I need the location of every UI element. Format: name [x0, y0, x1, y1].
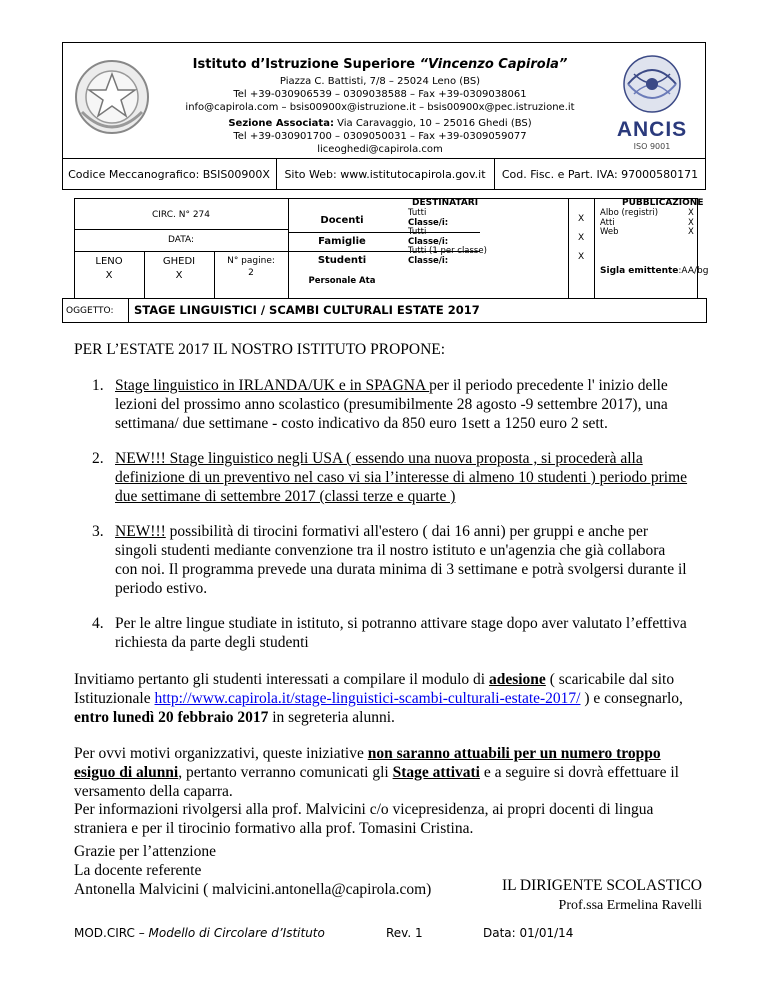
- item-2-line-3: due settimane di settembre 2017 (classi terze e quarte ): [115, 488, 456, 505]
- item-1-underlined: Stage linguistico in IRLANDA/UK e in SPAGNA: [115, 377, 430, 394]
- org-line-2: [74, 763, 694, 782]
- web: Web: [600, 227, 619, 237]
- famiglie-check: X: [578, 233, 585, 243]
- leno-check: X: [105, 270, 113, 281]
- branch-address: Via Caravaggio, 10 – 25016 Ghedi (BS): [333, 118, 532, 129]
- invitation-line-3: [74, 708, 694, 727]
- thanks: Grazie per l’attenzione: [74, 843, 216, 860]
- footer-date: Data: 01/01/14: [483, 926, 574, 940]
- destinatari-header: DESTINATARI: [412, 198, 479, 208]
- invitation-line-2: [74, 689, 694, 708]
- invitation-text-5: in segreteria alunni.: [268, 709, 395, 726]
- institute-name: “Vincenzo Capirola”: [419, 57, 568, 72]
- branch-line: [160, 118, 600, 129]
- item-4-number: 4.: [92, 615, 104, 632]
- stage-attivati: Stage attivati: [392, 764, 480, 781]
- institute-prefix: Istituto d’Istruzione Superiore: [192, 57, 420, 72]
- italian-republic-emblem: [72, 52, 152, 142]
- invitation-text-3: Istituzionale: [74, 690, 155, 707]
- footer-mod: MOD.CIRC –: [74, 926, 149, 940]
- invitation-paragraph: [74, 670, 694, 727]
- iso-label: ISO 9001: [633, 142, 671, 151]
- ghedi-label: GHEDI: [162, 256, 196, 267]
- atti: Atti: [600, 217, 615, 228]
- intro-heading: PER L’ESTATE 2017 IL NOSTRO ISTITUTO PROPONE:: [74, 341, 446, 358]
- director-title: IL DIRIGENTE SCOLASTICO: [501, 877, 702, 894]
- recipients-detail: [408, 209, 487, 266]
- item-1-line-3: settimana/ due settimane - costo indicativo da 850 euro 1sett a 1250 euro 2 sett.: [115, 415, 608, 432]
- form-link[interactable]: http://www.capirola.it/stage-linguistici-scambi-culturali-estate-2017/: [154, 690, 581, 707]
- leno-label: LENO: [95, 256, 123, 267]
- web-check: X: [688, 227, 694, 237]
- org-text-2: , pertanto verranno comunicati gli: [178, 764, 393, 781]
- org-emphasis-2: esiguo di alunni: [74, 764, 179, 781]
- emails: info@capirola.com – bsis00900x@istruzione.it – bsis00900x@pec.istruzione.it: [185, 102, 575, 113]
- subject: STAGE LINGUISTICI / SCAMBI CULTURALI ESTATE 2017: [134, 303, 480, 317]
- deadline: entro lunedì 20 febbraio 2017: [74, 709, 269, 726]
- org-line-1: [74, 744, 694, 763]
- item-3-rest: possibilità di tirocini formativi all'estero ( dai 16 anni) per gruppi e anche per: [165, 523, 649, 540]
- item-2-line-2: definizione di un preventivo nel caso vi sia l’interesse di almeno 10 studenti ) periodo prime: [115, 469, 688, 486]
- item-1-number: 1.: [92, 377, 104, 394]
- personale-label: Personale Ata: [308, 276, 376, 286]
- tutti-docenti: Tutti: [408, 208, 427, 218]
- footer-revision: Rev. 1: [386, 926, 423, 940]
- referent-label: La docente referente: [74, 862, 202, 879]
- date-label: DATA:: [167, 235, 195, 245]
- sigla-emittente: [600, 266, 708, 276]
- org-line-3: versamento della caparra.: [74, 783, 233, 800]
- docenti-check: X: [578, 214, 585, 224]
- item-3-line-1: [115, 522, 687, 541]
- oggetto-label: OGGETTO:: [66, 306, 114, 316]
- atti-check: X: [688, 217, 694, 228]
- tutti-famiglie: Tutti: [408, 227, 427, 237]
- item-4-line-2: richiesta da parte degli studenti: [115, 634, 309, 651]
- item-3-underlined: NEW!!!: [115, 523, 166, 540]
- item-3-number: 3.: [92, 523, 104, 540]
- info-line-2: straniera e per il tirocinio formativo alla prof. Tomasini Cristina.: [74, 820, 474, 837]
- item-3-line-2: singoli studenti mediante convenzione tra il nostro istituto e un'agenzia che già collabora: [115, 542, 666, 559]
- invitation-text-2: ( scaricabile dal sito: [545, 671, 675, 688]
- albo-registri: Albo (registri): [600, 208, 659, 218]
- closing: [74, 842, 431, 899]
- pubblicazione-header: PUBBLICAZIONE: [622, 198, 704, 208]
- circ-number: CIRC. N° 274: [151, 210, 211, 220]
- org-text: Per ovvi motivi organizzativi, queste iniziative: [74, 745, 368, 762]
- org-emphasis: non saranno attuabili per un numero troppo: [367, 745, 661, 762]
- mechanographic-code: Codice Meccanografico: BSIS00900X: [68, 167, 270, 181]
- list-item: [115, 449, 687, 506]
- studenti-check: X: [578, 252, 585, 262]
- address: Piazza C. Battisti, 7/8 – 25024 Leno (BS): [279, 76, 481, 87]
- list-item: [115, 522, 687, 598]
- referent-name: Antonella Malvicini ( malvicini.antonella@capirola.com): [74, 881, 432, 898]
- footer-model: [74, 926, 325, 940]
- ghedi-check: X: [175, 270, 183, 281]
- invitation-text-4: ) e consegnarlo,: [580, 690, 683, 707]
- item-3-line-4: periodo estivo.: [115, 580, 208, 597]
- adesione-emphasis: adesione: [488, 671, 546, 688]
- tutti-studenti: Tutti (1 per classe): [408, 246, 487, 256]
- organization-paragraph: [74, 744, 694, 801]
- info-line-1: Per informazioni rivolgersi alla prof. Malvicini c/o vicepresidenza, ai propri docenti di lingua: [74, 801, 654, 818]
- pages-count: 2: [248, 268, 254, 278]
- director-name: Prof.ssa Ermelina Ravelli: [558, 898, 702, 913]
- pages-label: N° pagine:: [227, 256, 275, 266]
- phone: Tel +39-030906539 – 0309038588 – Fax +39-0309038061: [233, 89, 527, 100]
- sigla-label: Sigla emittente: [600, 266, 679, 276]
- item-1-line-1: [115, 376, 668, 395]
- item-1-rest: per il periodo precedente l' inizio delle: [429, 377, 668, 394]
- org-text-3: e a seguire si dovrà effettuare il: [479, 764, 679, 781]
- studenti-label: Studenti: [317, 255, 367, 266]
- branch-email: liceoghedi@capirola.com: [317, 144, 443, 155]
- publication-checks: [688, 209, 694, 238]
- branch-label: Sezione Associata:: [228, 118, 334, 129]
- website: Sito Web: www.istitutocapirola.gov.it: [284, 167, 486, 181]
- publication-list: [600, 209, 658, 238]
- tax-code: Cod. Fisc. e Part. IVA: 97000580171: [501, 167, 699, 181]
- sigla-value: :AA/bg: [678, 266, 709, 276]
- list-item: [115, 614, 687, 652]
- famiglie-label: Famiglie: [318, 236, 366, 247]
- albo-check: X: [688, 208, 694, 218]
- list-item: [115, 376, 668, 433]
- classe-docenti: Classe/i:: [408, 217, 449, 228]
- item-4-line-1: Per le altre lingue studiate in istituto, si potranno attivare stage dopo aver valutato l’effettiva: [115, 615, 687, 632]
- institute-title: [160, 57, 600, 72]
- ancis-label: ANCIS: [616, 118, 688, 141]
- info-paragraph: [74, 800, 653, 838]
- classe-famiglie: Classe/i:: [408, 236, 449, 247]
- branch-phone: Tel +39-030901700 – 0309050031 – Fax +39-0309059077: [233, 131, 527, 142]
- classe-studenti: Classe/i:: [408, 255, 449, 266]
- invitation-text: Invitiamo pertanto gli studenti interessati a compilare il modulo di: [74, 671, 489, 688]
- docenti-label: Docenti: [320, 215, 364, 226]
- item-2-line-1: NEW!!! Stage linguistico negli USA ( essendo una nuova proposta , si procederà alla: [115, 450, 643, 467]
- item-2-number: 2.: [92, 450, 104, 467]
- item-1-line-2: lezioni del prossimo anno scolastico (presumibilmente 28 agosto -9 settembre 2017), una: [115, 396, 668, 413]
- invitation-line-1: [74, 670, 694, 689]
- footer-mod-name: Modello di Circolare d’Istituto: [148, 926, 325, 940]
- item-3-line-3: con noi. Il programma prevede una durata minima di 3 settimane e potrà svolgersi durante il: [115, 561, 687, 578]
